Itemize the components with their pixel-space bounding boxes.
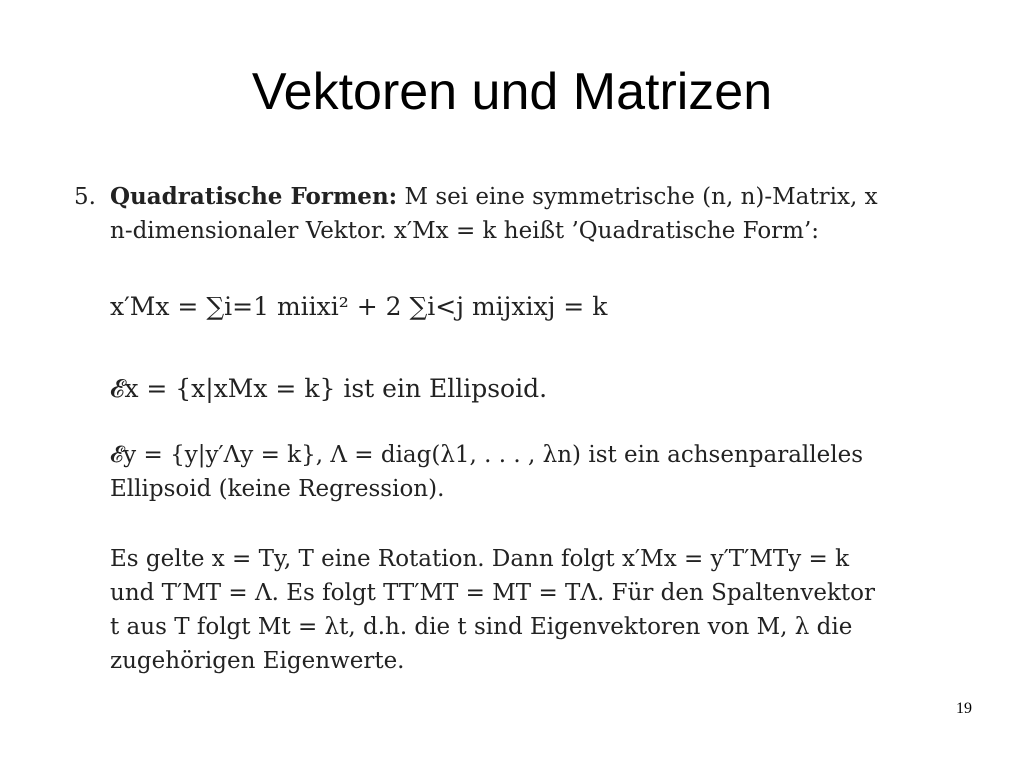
formula-ellipsoid-x: 𝓔x = {x|xMx = k} ist ein Ellipsoid.: [110, 374, 548, 403]
page-number: 19: [956, 700, 972, 717]
item-heading: Quadratische Formen:: [110, 183, 398, 210]
rotation-line-1: Es gelte x = Ty, T eine Rotation. Dann folgt x′Mx = y′T′MTy = k: [110, 546, 850, 572]
ellipsoid-y-line-2: Ellipsoid (keine Regression).: [110, 476, 445, 502]
ellipsoid-y-line-1: 𝓔y = {y|y′Λy = k}, Λ = diag(λ1, . . . , λn) ist ein achsenparalleles: [110, 442, 864, 468]
rotation-line-4: zugehörigen Eigenwerte.: [110, 648, 405, 674]
rotation-line-2: und T′MT = Λ. Es folgt TT′MT = MT = TΛ. Für den Spaltenvektor: [110, 580, 875, 606]
rotation-line-3: t aus T folgt Mt = λt, d.h. die t sind Eigenvektoren von M, λ die: [110, 614, 853, 640]
item-line-1: [110, 180, 878, 214]
item-line-1-text: M sei eine symmetrische (n, n)-Matrix, x: [404, 184, 878, 210]
slide-title: Vektoren und Matrizen: [251, 63, 773, 121]
item-line-2: n-dimensionaler Vektor. x′Mx = k heißt ’Quadratische Form’:: [110, 218, 820, 244]
item-number: 5.: [74, 184, 96, 210]
formula-quadratic-form: x′Mx = ∑i=1 miixi² + 2 ∑i<j mijxixj = k: [110, 292, 608, 321]
